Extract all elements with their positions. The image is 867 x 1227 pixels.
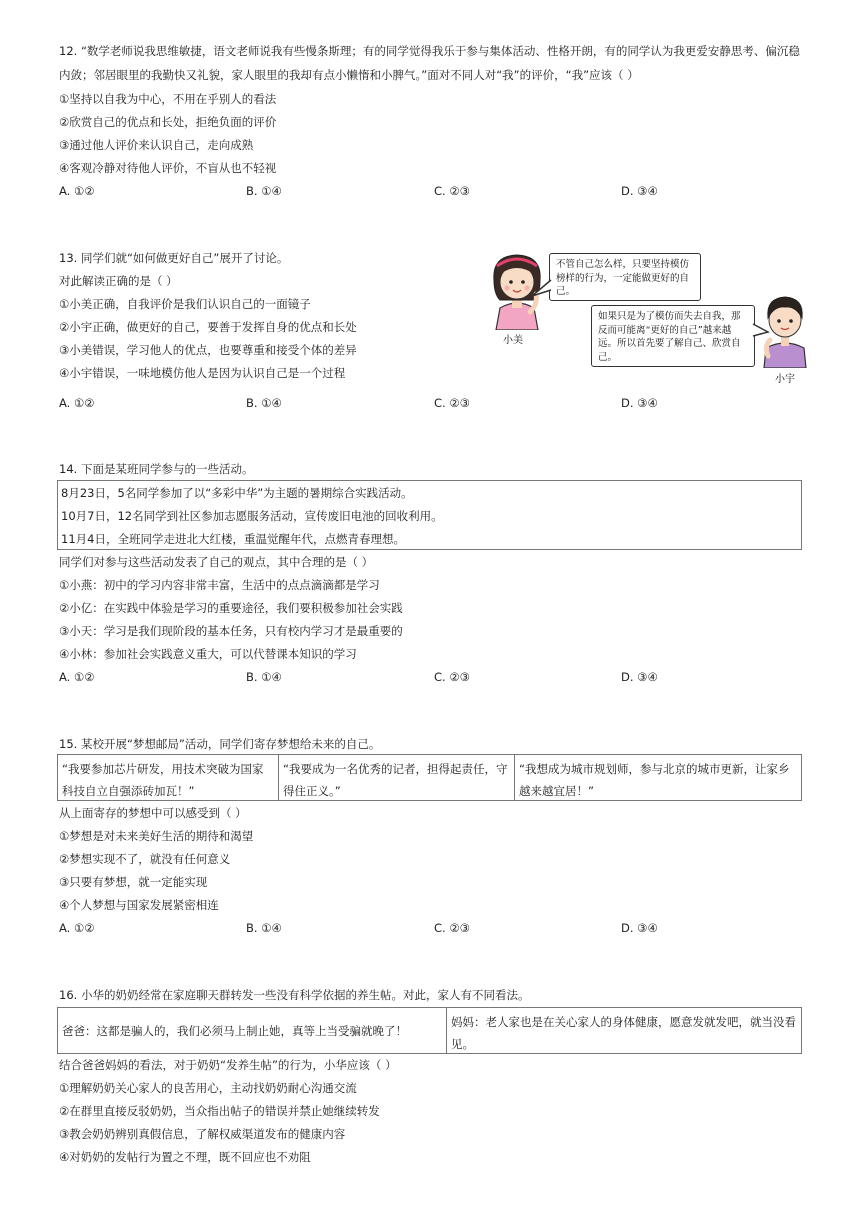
q16-opinion-table [57,1007,802,1054]
boy-illustration [760,292,810,368]
q12-item-3: ③通过他人评价来认识自己，走向成熟 [59,138,254,152]
bubble-tail-icon [530,278,552,300]
q15-item-1: ①梦想是对未来美好生活的期待和渴望 [59,829,254,843]
q12-options [59,183,759,199]
q12-option-d[interactable]: D. ③④ [621,184,658,198]
q13-option-d[interactable]: D. ③④ [621,396,658,410]
q15-option-b[interactable]: B. ①④ [246,921,282,935]
q15-dream-1: “我要参加芯片研发，用技术突破为国家科技自立自强添砖加瓦！” [62,762,264,798]
name-label-mei: 小美 [503,335,523,346]
q15-dream-3: “我想成为城市规划师，参与北京的城市更新，让家乡越来越宜居！” [514,755,801,800]
q14-option-b[interactable]: B. ①④ [246,670,282,684]
speech-bubble-mei: 不管自己怎么样，只要坚持模仿榜样的行为，一定能做更好的自己。 [549,253,701,301]
q15-item-3: ③只要有梦想，就一定能实现 [59,875,208,889]
q15-item-4: ④个人梦想与国家发展紧密相连 [59,898,219,912]
q15-option-a[interactable]: A. ①② [59,921,95,935]
q14-option-a[interactable]: A. ①② [59,670,95,684]
q13-option-a[interactable]: A. ①② [59,396,95,410]
q14-item-2: ②小亿：在实践中体验是学习的重要途径，我们要积极参加社会实践 [59,601,403,615]
q14-activity-1: 8月23日，5名同学参加了以“多彩中华”为主题的暑期综合实践活动。 [61,486,413,500]
q14-options [59,669,759,685]
q15-dream-2: “我要成为一名优秀的记者，担得起责任，守得住正义。” [278,755,514,800]
q13-option-b[interactable]: B. ①④ [246,396,282,410]
q12-option-b[interactable]: B. ①④ [246,184,282,198]
q16-item-2: ②在群里直接反驳奶奶，当众指出帖子的错误并禁止她继续转发 [59,1104,380,1118]
q16-item-1: ①理解奶奶关心家人的良苦用心，主动找奶奶耐心沟通交流 [59,1081,357,1095]
q12-option-c[interactable]: C. ②③ [434,184,470,198]
q15-stem: 15. 某校开展“梦想邮局”活动，同学们寄存梦想给未来的自己。 [59,737,381,751]
q15-option-c[interactable]: C. ②③ [434,921,470,935]
q12-stem-line2: 内敛；邻居眼里的我勤快又礼貌，家人眼里的我却有点小懒惰和小脾气。”面对不同人对“我”的评价，“我”应该（ ） [59,68,639,82]
q13-item-4: ④小宇错误，一味地模仿他人是因为认识自己是一个过程 [59,366,346,380]
q15-options [59,920,759,936]
q15-option-d[interactable]: D. ③④ [621,921,658,935]
name-label-yu: 小宇 [775,374,795,385]
q13-options [59,395,759,411]
q12-option-a[interactable]: A. ①② [59,184,95,198]
q15-dream-table [57,754,802,801]
q14-activity-2: 10月7日，12名同学到社区参加志愿服务活动，宣传废旧电池的回收利用。 [61,509,443,523]
q15-item-2: ②梦想实现不了，就没有任何意义 [59,852,231,866]
q16-stem: 16. 小华的奶奶经常在家庭聊天群转发一些没有科学依据的养生帖。对此，家人有不同看法。 [59,988,530,1002]
q14-item-1: ①小燕：初中的学习内容非常丰富，生活中的点点滴滴都是学习 [59,578,380,592]
q16-prompt: 结合爸爸妈妈的看法，对于奶奶“发养生帖”的行为，小华应该（ ） [59,1058,397,1072]
q12-item-2: ②欣赏自己的优点和长处，拒绝负面的评价 [59,115,277,129]
q13-stem: 13. 同学们就“如何做更好自己”展开了讨论。 [59,251,289,265]
q16-mom-opinion: 妈妈：老人家也是在关心家人的身体健康，愿意发就发吧，就当没看见。 [446,1008,801,1053]
q13-item-3: ③小美错误，学习他人的优点，也要尊重和接受个体的差异 [59,343,357,357]
q15-prompt: 从上面寄存的梦想中可以感受到（ ） [59,806,247,820]
q14-prompt: 同学们对参与这些活动发表了自己的观点，其中合理的是（ ） [59,555,374,569]
q14-activity-box [57,480,802,550]
q14-option-c[interactable]: C. ②③ [434,670,470,684]
q13-item-1: ①小美正确，自我评价是我们认识自己的一面镜子 [59,297,311,311]
q14-stem: 14. 下面是某班同学参与的一些活动。 [59,462,254,476]
q12-item-1: ①坚持以自我为中心，不用在乎别人的看法 [59,92,277,106]
q12-stem-line1: 12. “数学老师说我思维敏捷，语文老师说我有些慢条斯理；有的同学觉得我乐于参与集体活动、性格开朗，有的同学认为我更爱安静思考、偏沉稳 [59,44,800,58]
q14-activity-3: 11月4日，全班同学走进北大红楼，重温觉醒年代，点燃青春理想。 [61,532,405,546]
q16-dad-opinion: 爸爸：这都是骗人的，我们必须马上制止她，真等上当受骗就晚了！ [62,1024,407,1038]
q13-prompt: 对此解读正确的是（ ） [59,274,178,288]
q13-item-2: ②小宇正确，做更好的自己，要善于发挥自身的优点和长处 [59,320,357,334]
q14-option-d[interactable]: D. ③④ [621,670,658,684]
q16-item-4: ④对奶奶的发帖行为置之不理，既不回应也不劝阻 [59,1150,311,1164]
q14-item-4: ④小林：参加社会实践意义重大，可以代替课本知识的学习 [59,647,357,661]
q13-option-c[interactable]: C. ②③ [434,396,470,410]
q12-item-4: ④客观冷静对待他人评价，不盲从也不轻视 [59,161,277,175]
q14-item-3: ③小天：学习是我们现阶段的基本任务，只有校内学习才是最重要的 [59,624,403,638]
speech-bubble-yu: 如果只是为了模仿而失去自我，那反而可能离“更好的自己”越来越远。所以首先要了解自己、欣赏自己。 [591,305,755,367]
q16-item-3: ③教会奶奶辨别真假信息，了解权威渠道发布的健康内容 [59,1127,346,1141]
